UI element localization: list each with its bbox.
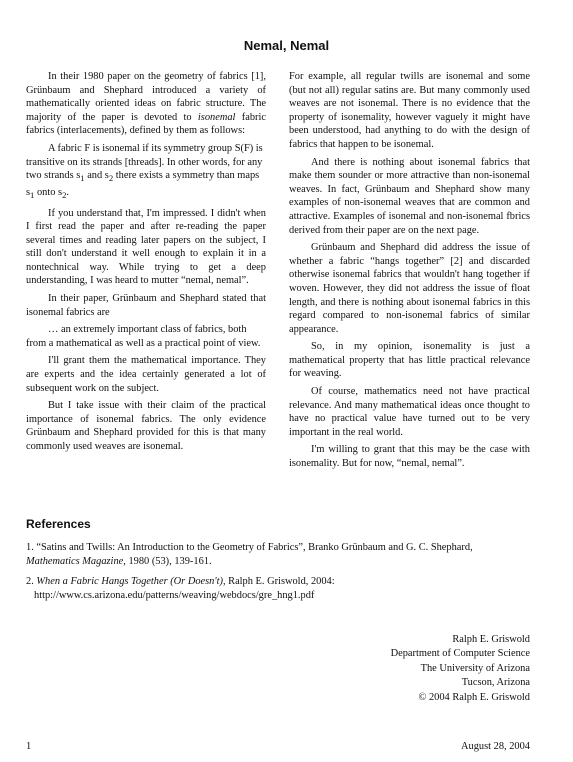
page-number: 1 (26, 741, 32, 752)
author-department: Department of Computer Science (390, 648, 530, 660)
text: and s (84, 170, 109, 182)
author-city: Tucson, Arizona (461, 677, 530, 689)
text: onto s (34, 186, 63, 198)
text: A fabric F is isonemal if its symmetry group S(F) is transitive on its strands [threads]. In other words, for any two strands s (26, 142, 263, 182)
subscript: 2 (62, 189, 67, 200)
subscript: 1 (30, 189, 35, 200)
author-university: The University of Arizona (420, 662, 530, 674)
paragraph (26, 70, 266, 138)
paragraph: For example, all regular twills are isonemal and some (but not all) regular satins are. But many commonly used weaves are not isonemal. There is no evidence that the property of isonemality, however vaguely it might have been understood, had anything to do with the design of fabrics that happen to be isonemal. (289, 71, 530, 150)
reference-title: When a Fabric Hangs Together (Or Doesn't) (36, 576, 223, 587)
references-heading: References (26, 517, 91, 531)
text: , 1980 (53), 139-161. (123, 555, 212, 567)
subscript: 1 (80, 173, 85, 184)
paragraph: And there is nothing about isonemal fabrics that make them sounder or more attractive than non-isonemal weaves. In fact, Grünbaum and Shephard show many examples of non-isonemal weaves that are common and attractive. Examples of isonemal and non-isonemal fbrics derived from their paper are on the next page. (289, 156, 530, 236)
reference-item (26, 575, 534, 602)
subscript: 2 (108, 173, 114, 184)
definition-quote (26, 142, 266, 203)
page-date: August 28, 2004 (461, 741, 530, 752)
emphasis: isonemal (197, 111, 236, 123)
paragraph: I'm willing to grant that this may be the case with isonemality. But for now, “nemal, nemal”. (289, 444, 530, 470)
author-signature (391, 633, 530, 705)
text: In their 1980 paper on the geometry of fabrics [1], Grünbaum and Shephard introduced a variety of mathematically oriented ideas on fabric structure. The majority of the paper is devoted to (26, 71, 266, 123)
reference-url[interactable]: http://www.cs.arizona.edu/patterns/weaving/webdocs/gre_hng1.pdf (34, 589, 315, 601)
page-title: Nemal, Nemal (243, 38, 330, 53)
text: 2. (26, 576, 37, 587)
right-column (289, 70, 530, 475)
paragraph: Grünbaum and Shephard did address the issue of whether a fabric “hangs together” [2] and discarded otherwise isonemal fabrics that wouldn't hang together if woven. However, they did not address the issue of float length, and there is nothing about isonemal fabrics in this regard compared to non-isonemal fabrics of similar appearance. (289, 242, 530, 335)
paragraph: I'll grant them the mathematical importance. They are experts and the idea certainly generated a lot of subsequent work on the subject. (26, 355, 266, 394)
paragraph: If you understand that, I'm impressed. I didn't when I first read the paper and after re-reading the paper several times and reading later papers on the subject, I still don't understand it well enough to explain it in a nontechnical way. While trying to get a deep understanding, I was heard to mutter “nemal, nemal”. (26, 207, 266, 287)
text: 1. “Satins and Twills: An Introduction to the Geometry of Fabrics”, Branko Grünbaum and G. C. Shephard, (26, 542, 473, 553)
journal-title: Mathematics Magazine (26, 555, 124, 567)
reference-item (26, 541, 534, 568)
copyright-notice: © 2004 Ralph E. Griswold (418, 691, 530, 703)
block-quote: … an extremely important class of fabrics, both from a mathematical as well as a practical point of view. (26, 324, 261, 349)
paragraph: In their paper, Grünbaum and Shephard stated that isonemal fabrics are (26, 293, 266, 318)
paragraph: But I take issue with their claim of the practical importance of isonemal fabrics. The only evidence Grünbaum and Shephard provided for this is that many commonly used weaves are isonemal. (26, 400, 266, 452)
author-name: Ralph E. Griswold (452, 634, 530, 645)
text: , Ralph E. Griswold, 2004: (222, 576, 335, 587)
paragraph: Of course, mathematics need not have practical relevance. And many mathematical ideas once thought to have no practical value have turned out to be very important in the real world. (289, 386, 530, 438)
text: . (66, 186, 70, 198)
text: fabric fabrics (interlacements), defined by them as follows: (26, 111, 267, 137)
text: there exists a symmetry than maps s (26, 170, 260, 198)
left-column (26, 70, 266, 458)
paragraph: So, in my opinion, isonemality is just a mathematical property that has little practical relevance for weaving. (289, 341, 530, 380)
